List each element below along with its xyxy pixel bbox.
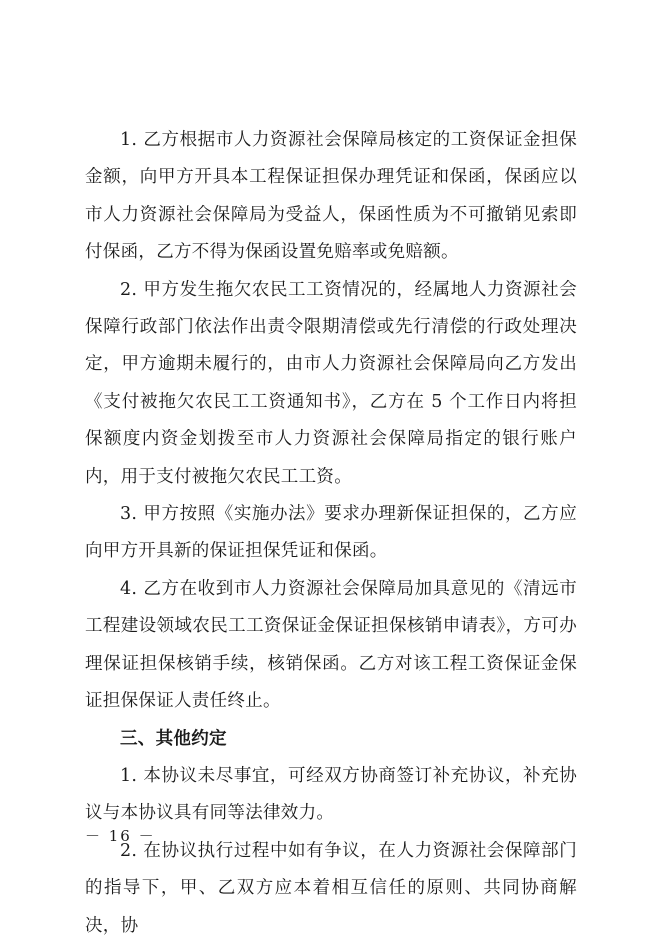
paragraph-2: 2. 甲方发生拖欠农民工工资情况的，经属地人力资源社会保障行政部门依法作出责令限期清偿或先行清偿的行政处理决定，甲方逾期未履行的，由市人力资源社会保障局向乙方发出《支付被拖欠农民工工资通知书》，乙方在 5 个工作日内将担保额度内资金划拨至市人力资源社会保障局指定的银行账户内，用于支付被拖欠农民工工资。 bbox=[85, 279, 577, 487]
paragraph-1: 1. 乙方根据市人力资源社会保障局核定的工资保证金担保金额，向甲方开具本工程保证担保办理凭证和保函，保函应以市人力资源社会保障局为受益人，保函性质为不可撤销见索即付保函，乙方不得为保函设置免赔率或免赔额。 bbox=[85, 130, 577, 263]
paragraph-3: 3. 甲方按照《实施办法》要求办理新保证担保的，乙方应向甲方开具新的保证担保凭证和保函。 bbox=[85, 504, 577, 562]
section-paragraph-1: 1. 本协议未尽事宜，可经双方协商签订补充协议，补充协议与本协议具有同等法律效力。 bbox=[85, 765, 577, 824]
section-heading: 三、其他约定 bbox=[120, 728, 227, 749]
paragraph-4: 4. 乙方在收到市人力资源社会保障局加具意见的《清远市工程建设领域农民工工资保证金保证担保核销申请表》，方可办理保证担保核销手续，核销保函。乙方对该工程工资保证金保证担保保证人责任终止。 bbox=[85, 578, 577, 712]
section-paragraph-2: 2. 在协议执行过程中如有争议，在人力资源社会保障部门的指导下，甲、乙双方应本着相互信任的原则、共同协商解决，协 bbox=[85, 840, 577, 936]
document-body bbox=[85, 122, 577, 945]
page-number: － 16 － bbox=[85, 827, 156, 845]
